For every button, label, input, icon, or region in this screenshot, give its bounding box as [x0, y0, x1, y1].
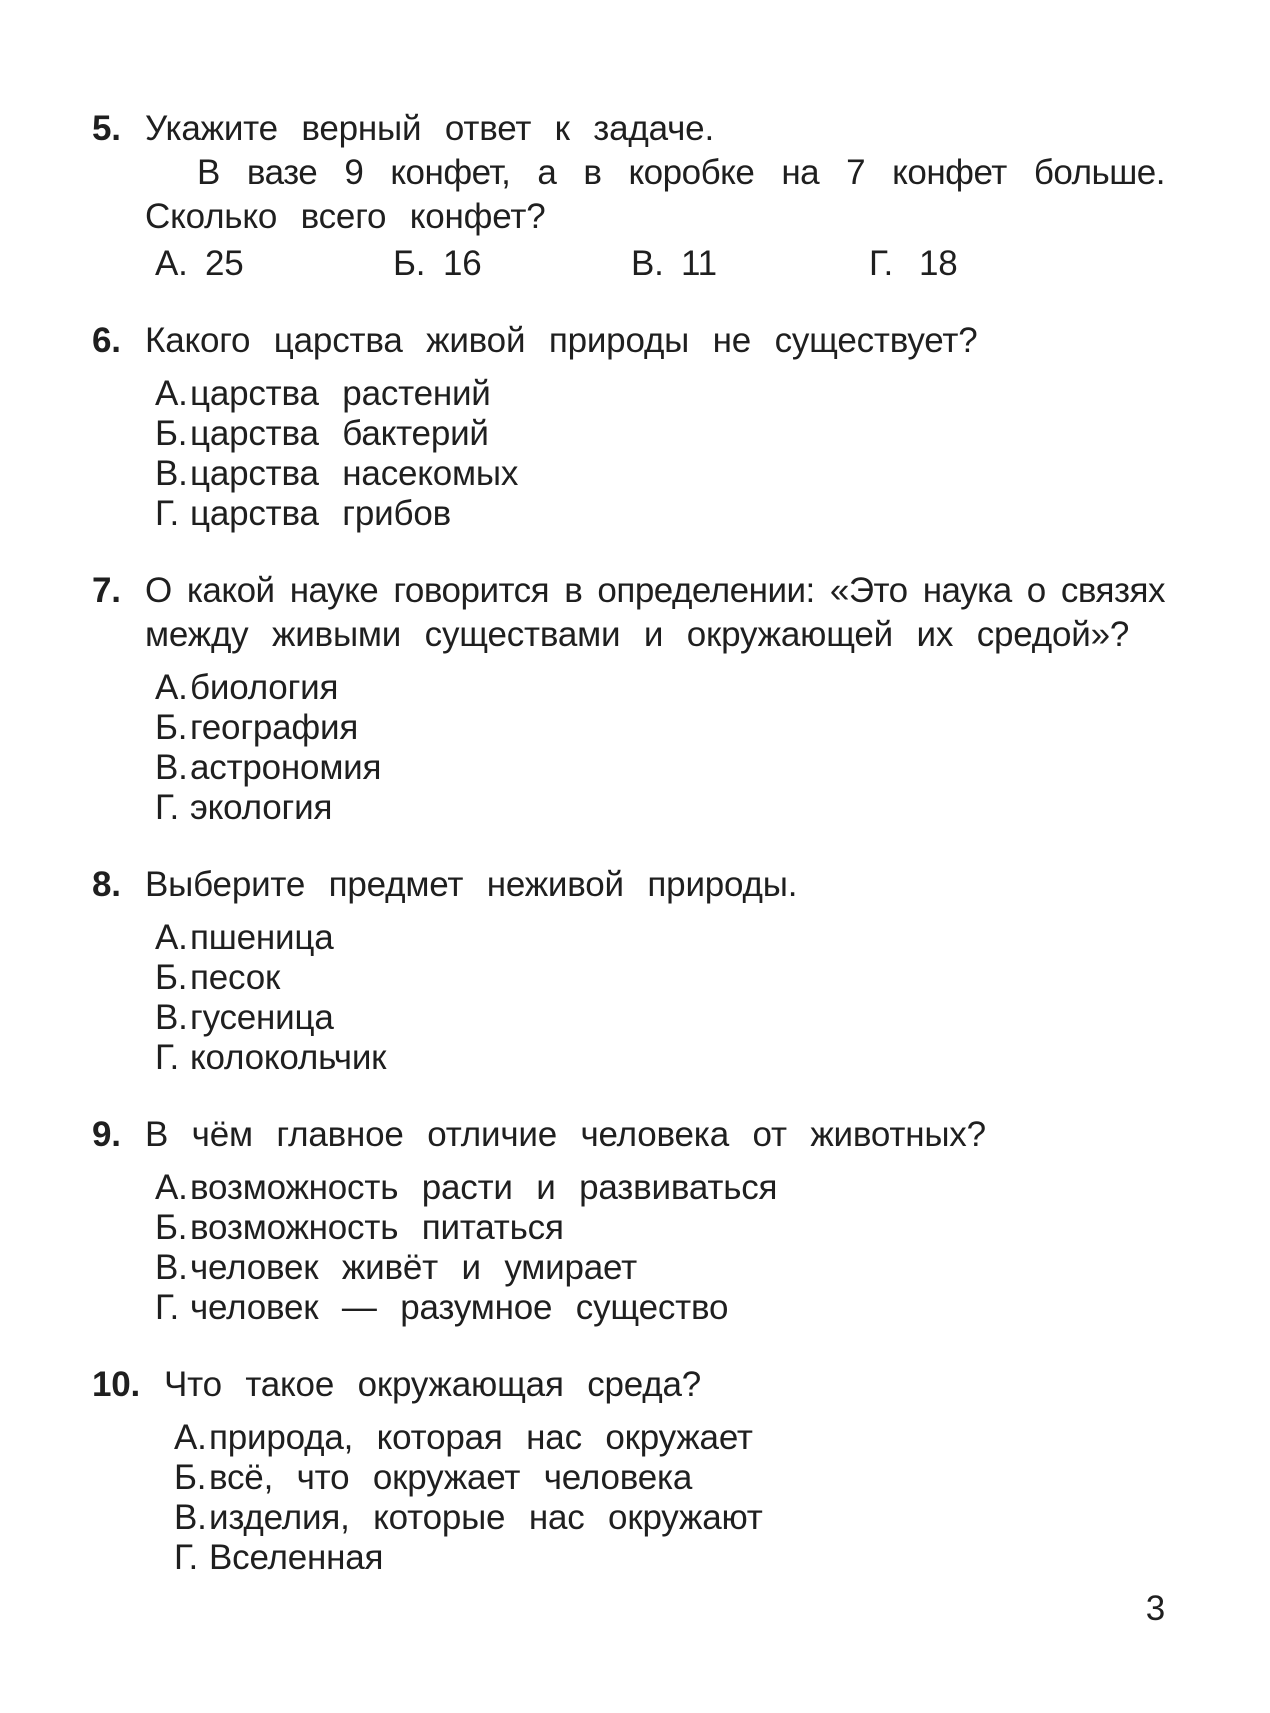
option-text: гусеница — [190, 998, 334, 1037]
option-letter: В. — [174, 1498, 207, 1537]
option-letter: Г. — [174, 1538, 199, 1577]
answer-option — [155, 668, 1165, 708]
option-text: география — [190, 708, 359, 747]
option-letter: Б. — [155, 414, 188, 453]
question-number: 5. — [92, 109, 121, 148]
option-text: 25 — [205, 244, 244, 283]
question-text: В чём главное отличие человека от животных? — [145, 1115, 986, 1154]
option-letter: В. — [155, 748, 188, 787]
question-text: Выберите предмет неживой природы. — [145, 865, 798, 904]
option-text: Вселенная — [209, 1538, 384, 1577]
answer-option — [174, 1538, 1165, 1578]
option-text: возможность питаться — [190, 1208, 564, 1247]
answer-option — [155, 1208, 1165, 1248]
option-letter: В. — [631, 244, 664, 283]
option-letter: Б. — [174, 1458, 207, 1497]
question-text: О какой науке говорится в определении: «Это наука о связях — [145, 571, 1165, 610]
option-letter: А. — [155, 374, 188, 413]
option-text: астрономия — [190, 748, 382, 787]
option-letter: А. — [155, 244, 188, 283]
question-number: 9. — [92, 1115, 121, 1154]
question-body — [145, 569, 1165, 828]
problem-text-line: Сколько всего конфет? — [145, 197, 546, 236]
answer-option — [155, 958, 1165, 998]
answer-option — [155, 998, 1165, 1038]
option-text: экология — [190, 788, 333, 827]
option-letter: Г. — [155, 1288, 180, 1327]
option-text: 11 — [681, 244, 717, 283]
answer-option — [155, 1038, 1165, 1078]
option-text: песок — [190, 958, 281, 997]
answer-option — [174, 1498, 1165, 1538]
question-body — [145, 107, 1165, 284]
answer-option — [155, 708, 1165, 748]
answer-options-row — [145, 244, 1165, 284]
option-letter: Г. — [155, 494, 180, 533]
answer-option — [174, 1458, 1165, 1498]
answer-option — [393, 244, 631, 284]
answer-options — [164, 1418, 1165, 1578]
option-letter: Г. — [155, 1038, 180, 1077]
option-text: колокольчик — [190, 1038, 387, 1077]
answer-options — [145, 918, 1165, 1078]
question-number: 10. — [92, 1365, 141, 1404]
answer-option — [155, 1168, 1165, 1208]
answer-option — [155, 374, 1165, 414]
question-6 — [92, 319, 1165, 534]
answer-option — [155, 788, 1165, 828]
option-text: биология — [190, 668, 339, 707]
question-text: Что такое окружающая среда? — [164, 1365, 702, 1404]
option-text: возможность расти и развиваться — [190, 1168, 778, 1207]
option-letter: Б. — [155, 1208, 188, 1247]
option-letter: А. — [155, 668, 188, 707]
option-text: царства бактерий — [190, 414, 489, 453]
question-number: 8. — [92, 865, 121, 904]
option-text: человек живёт и умирает — [190, 1248, 637, 1287]
option-text: 16 — [443, 244, 482, 283]
option-letter: А. — [155, 918, 188, 957]
question-10 — [92, 1363, 1165, 1578]
option-text: 18 — [919, 244, 958, 283]
option-text: царства растений — [190, 374, 491, 413]
option-text: всё, что окружает человека — [209, 1458, 693, 1497]
question-number: 7. — [92, 571, 121, 610]
question-text: между живыми существами и окружающей их средой»? — [145, 615, 1130, 654]
option-letter: В. — [155, 1248, 188, 1287]
answer-option — [631, 244, 869, 284]
question-7 — [92, 569, 1165, 828]
option-letter: Г. — [155, 788, 180, 827]
answer-option — [869, 244, 958, 284]
option-letter: Б. — [155, 708, 188, 747]
page-number: 3 — [1145, 1589, 1165, 1628]
answer-option — [155, 494, 1165, 534]
answer-options — [145, 374, 1165, 534]
answer-option — [174, 1418, 1165, 1458]
question-body — [145, 863, 1165, 1078]
answer-options — [145, 668, 1165, 828]
question-number: 6. — [92, 321, 121, 360]
option-letter: Б. — [155, 958, 188, 997]
page-content — [92, 107, 1165, 1613]
question-text: Какого царства живой природы не существует? — [145, 321, 978, 360]
option-text: пшеница — [190, 918, 334, 957]
answer-option — [155, 414, 1165, 454]
question-8 — [92, 863, 1165, 1078]
question-body — [145, 1113, 1165, 1328]
answer-options — [145, 1168, 1165, 1328]
option-letter: В. — [155, 454, 188, 493]
question-5 — [92, 107, 1165, 284]
option-letter: Г. — [869, 244, 894, 283]
question-body — [145, 319, 1165, 534]
option-text: царства грибов — [190, 494, 451, 533]
answer-option — [155, 748, 1165, 788]
option-letter: Б. — [393, 244, 426, 283]
option-text: изделия, которые нас окружают — [209, 1498, 763, 1537]
answer-option — [155, 454, 1165, 494]
option-text: человек — разумное существо — [190, 1288, 729, 1327]
answer-option — [155, 244, 393, 284]
answer-option — [155, 1288, 1165, 1328]
option-letter: В. — [155, 998, 188, 1037]
answer-option — [155, 918, 1165, 958]
question-text: Укажите верный ответ к задаче. — [145, 109, 714, 148]
problem-text-line: В вазе 9 конфет, а в коробке на 7 конфет больше. — [197, 153, 1165, 192]
question-9 — [92, 1113, 1165, 1328]
option-letter: А. — [155, 1168, 188, 1207]
answer-option — [155, 1248, 1165, 1288]
option-text: царства насекомых — [190, 454, 519, 493]
option-letter: А. — [174, 1418, 207, 1457]
question-body — [164, 1363, 1165, 1578]
option-text: природа, которая нас окружает — [209, 1418, 753, 1457]
